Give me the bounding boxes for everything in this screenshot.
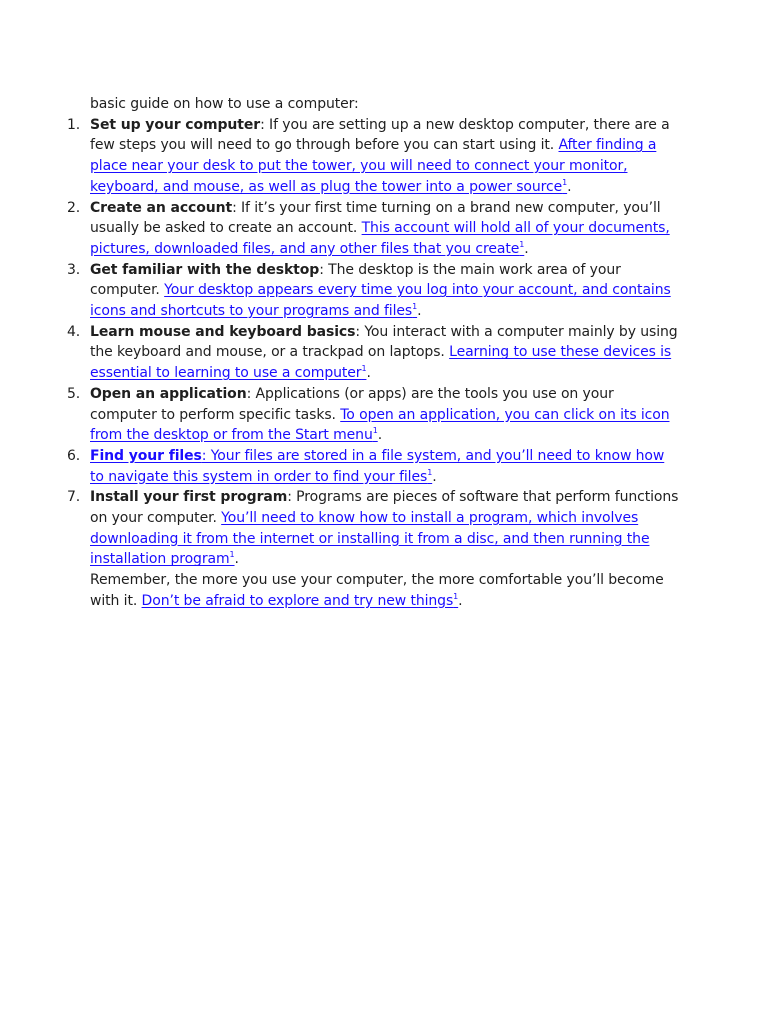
step-title: Install your first program	[90, 489, 288, 506]
closing-text: Remember, the more you use your computer, the more comfortable you’ll become with it.	[90, 572, 664, 609]
list-item	[67, 260, 680, 322]
list-item	[67, 384, 680, 446]
citation-number: 1	[229, 550, 235, 560]
citation-link-text: Learning to use these devices is essential to learning to use a computer	[90, 344, 672, 382]
citation-link-text: To open an application, you can click on its icon from the desktop or from the Start menu	[90, 406, 670, 444]
step-text: : If you are setting up a new desktop computer, there are a few steps you will need to go through before you can start using it.	[90, 116, 670, 154]
citation-number: 1	[372, 426, 378, 436]
step-text: : You interact with a computer mainly by using the keyboard and mouse, or a trackpad on laptops.	[90, 323, 678, 361]
citation-link-text: This account will hold all of your documents, pictures, downloaded files, and any other files that you create	[90, 220, 670, 257]
list-number: 4.	[67, 323, 81, 340]
step-end: .	[567, 178, 572, 195]
citation-link-text: You’ll need to know how to install a program, which involves downloading it from the internet or installing it from a disc, and then running the installation program	[90, 510, 650, 568]
step-end: .	[417, 303, 422, 320]
citation-number: 1	[453, 591, 459, 601]
list-number: 1.	[67, 116, 81, 133]
closing-end: .	[458, 592, 463, 609]
citation-number: 1	[412, 302, 418, 312]
step-title: Get familiar with the desktop	[90, 261, 320, 278]
step-title: Learn mouse and keyboard basics	[90, 323, 356, 340]
citation-link-text: After finding a place near your desk to put the tower, you will need to connect your monitor, keyboard, and mouse, as well as plug the tower into a power source	[90, 137, 657, 195]
citation-link-text: Your desktop appears every time you log into your account, and contains icons and shortcuts to your programs and files	[90, 282, 671, 320]
step-text: : Applications (or apps) are the tools you use on your computer to perform specific tasks.	[90, 385, 614, 423]
step-text: : The desktop is the main work area of your computer.	[90, 261, 621, 299]
step-text: : Programs are pieces of software that perform functions on your computer.	[90, 489, 679, 527]
step-title: Create an account	[90, 199, 233, 216]
citation-number: 1	[562, 177, 568, 187]
step-end: .	[377, 427, 383, 444]
list-item	[67, 198, 680, 260]
step-end: .	[234, 551, 239, 568]
citation-link-text: Don’t be afraid to explore and try new things	[141, 592, 454, 609]
list-number: 2.	[67, 199, 81, 216]
intro-text: basic guide on how to use a computer:	[90, 96, 359, 112]
list-number: 5.	[67, 385, 81, 402]
citation-link[interactable]	[90, 448, 664, 485]
step-end: .	[366, 365, 371, 382]
citation-link[interactable]	[90, 282, 671, 319]
list-item	[67, 115, 680, 198]
document-body	[67, 94, 680, 612]
step-title: Find your files	[90, 447, 202, 464]
list-item	[67, 322, 680, 384]
step-end: .	[524, 240, 529, 257]
list-item	[67, 487, 680, 570]
list-number: 6.	[67, 447, 81, 464]
step-end: .	[432, 468, 437, 485]
closing-paragraph	[90, 570, 680, 611]
list-number: 7.	[67, 489, 81, 506]
citation-number: 1	[519, 239, 525, 249]
citation-number: 1	[427, 467, 433, 477]
steps-list	[67, 115, 680, 570]
list-number: 3.	[67, 261, 81, 278]
list-item	[67, 446, 680, 487]
step-text: : If it’s your first time turning on a brand new computer, you’ll usually be asked to create an account.	[90, 199, 661, 237]
step-title: Open an application	[90, 385, 247, 402]
citation-number: 1	[361, 364, 367, 374]
step-title: Set up your computer	[90, 116, 261, 133]
citation-link[interactable]	[142, 593, 459, 609]
citation-link-text: : Your files are stored in a file system, and you’ll need to know how to navigate this system in order to find your files	[90, 447, 665, 485]
